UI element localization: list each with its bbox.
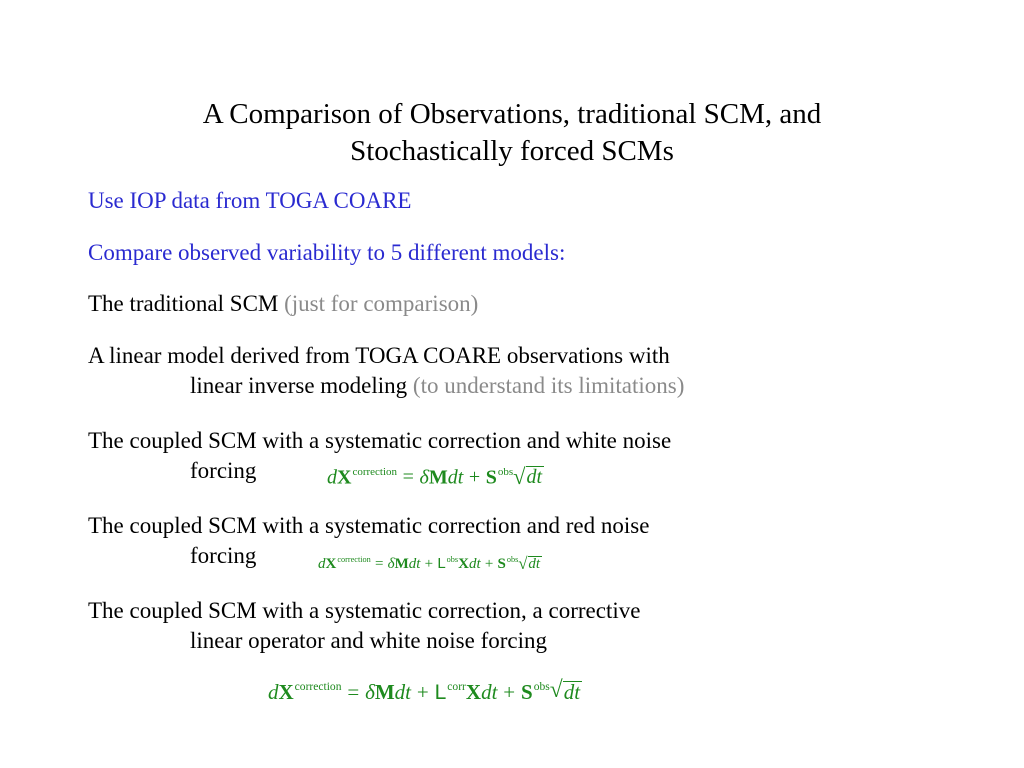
corrective-operator-line-2: linear operator and white noise forcing bbox=[190, 628, 548, 653]
white-noise-line-1: The coupled SCM with a systematic correction and white noise bbox=[88, 428, 672, 453]
traditional-scm-note: (just for comparison) bbox=[284, 291, 479, 316]
equation-corrective-operator: $dX^{correction} = \delta Mdt + L^{corr}Xdt + S^{obs}$ √ dt bbox=[268, 680, 582, 705]
equation-red-noise: $dX^{correction} = \delta Mdt + L^{obs}Xdt + S^{obs}$ √ dt bbox=[318, 554, 541, 574]
red-noise-line-1: The coupled SCM with a systematic correction and red noise bbox=[88, 513, 650, 538]
equation-white-noise: $dX^{correction} = \delta Mdt + S^{obs}$ √ dt bbox=[327, 463, 543, 489]
corrective-operator-line-1: The coupled SCM with a systematic correction, a corrective bbox=[88, 598, 641, 623]
title-line-2: Stochastically forced SCMs bbox=[350, 135, 674, 167]
bullet-corrective-operator bbox=[88, 596, 640, 656]
linear-model-text: linear inverse modeling bbox=[190, 373, 413, 398]
red-noise-line-2: forcing bbox=[190, 543, 257, 568]
bullet-iop-data: Use IOP data from TOGA COARE bbox=[88, 188, 412, 213]
bullet-compare-models: Compare observed variability to 5 different models: bbox=[88, 240, 566, 265]
linear-model-line-2 bbox=[88, 371, 684, 401]
bullet-linear-model bbox=[88, 341, 684, 401]
traditional-scm-text: The traditional SCM bbox=[88, 291, 285, 316]
white-noise-line-2: forcing bbox=[190, 458, 257, 483]
title-line-1: A Comparison of Observations, traditional SCM, and bbox=[202, 98, 822, 130]
linear-model-note: (to understand its limitations) bbox=[412, 373, 685, 398]
slide-title bbox=[0, 96, 1024, 170]
bullet-traditional-scm bbox=[88, 289, 478, 319]
linear-model-line-1: A linear model derived from TOGA COARE observations with bbox=[88, 343, 670, 368]
